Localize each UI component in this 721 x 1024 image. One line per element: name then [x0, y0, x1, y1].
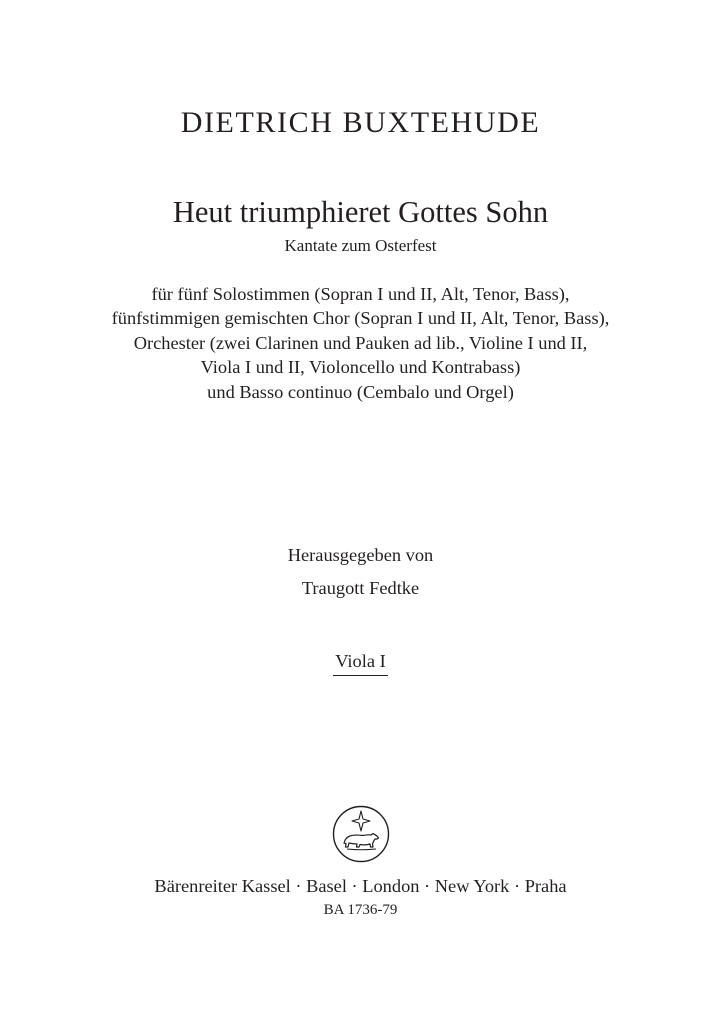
publisher-line: Bärenreiter Kassel · Basel · London · New York · Praha — [154, 876, 567, 896]
editor-name: Traugott Fedtke — [301, 578, 420, 598]
part-designation — [0, 651, 721, 676]
work-subtitle: Kantate zum Osterfest — [284, 236, 437, 255]
editor-label: Herausgegeben von — [287, 545, 434, 565]
catalog-number: BA 1736-79 — [323, 902, 398, 918]
part-name: Viola I — [333, 651, 387, 676]
scoring-line: fünfstimmigen gemischten Chor (Sopran I und II, Alt, Tenor, Bass), — [111, 308, 610, 329]
composer-name: DIETRICH BUXTEHUDE — [180, 106, 541, 139]
scoring-line: Viola I und II, Violoncello und Kontrabass) — [200, 357, 521, 378]
scoring-description — [0, 282, 721, 404]
scoring-line: Orchester (zwei Clarinen und Pauken ad lib., Violine I und II, — [133, 332, 588, 353]
work-title: Heut triumphieret Gottes Sohn — [172, 195, 549, 229]
baerenreiter-bear-star-logo-icon — [332, 805, 390, 863]
scoring-line: für fünf Solostimmen (Sopran I und II, Alt, Tenor, Bass), — [151, 284, 570, 304]
scoring-line: und Basso continuo (Cembalo und Orgel) — [207, 381, 514, 402]
